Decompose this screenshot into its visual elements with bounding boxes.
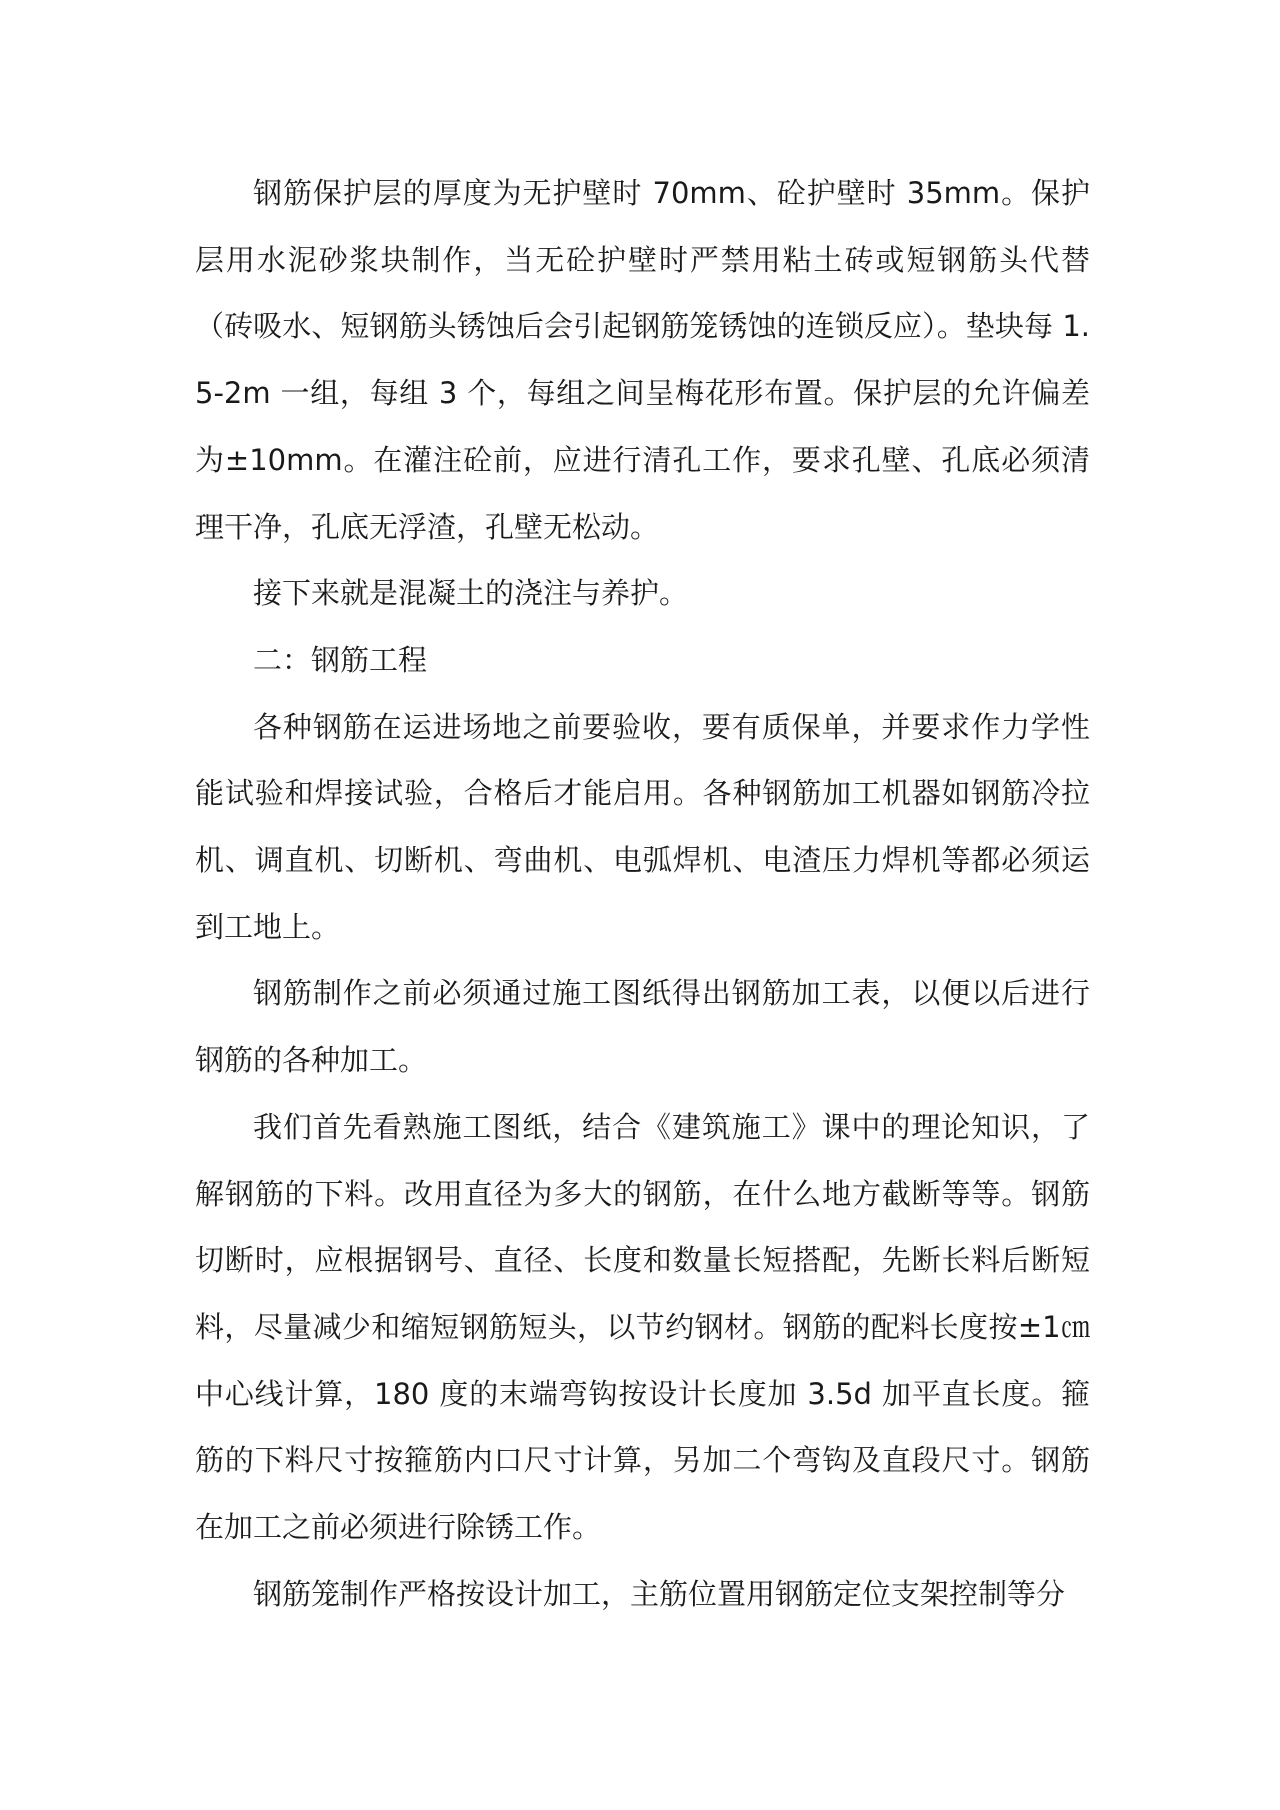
paragraph-concrete-pouring: 接下来就是混凝土的浇注与养护。: [253, 576, 689, 611]
paragraph-rebar-acceptance: 各种钢筋在运进场地之前要验收，要有质保单，并要求作力学性能试验和焊接试验，合格后才能启用。各种钢筋加工机器如钢筋冷拉机、调直机、切断机、弯曲机、电弧焊机、电渣压力焊机等都必须运到工地上。: [195, 709, 1090, 944]
paragraph-rebar-cage: 钢筋笼制作严格按设计加工，主筋位置用钢筋定位支架控制等分: [253, 1576, 1066, 1611]
section-heading-rebar-engineering: 二：钢筋工程: [253, 642, 428, 677]
paragraph-protective-layer: 钢筋保护层的厚度为无护壁时 70mm、砼护壁时 35mm。保护层用水泥砂浆块制作，当无砼护壁时严禁用粘土砖或短钢筋头代替（砖吸水、短钢筋头锈蚀后会引起钢筋笼锈蚀的连锁反应）。垫块每 1.5-2m 一组，每组 3 个，每组之间呈梅花形布置。保护层的允许偏差为±10mm。在灌注砼前，应进行清孔工作，要求孔壁、孔底必须清理干净，孔底无浮渣，孔壁无松动。: [195, 176, 1090, 544]
document-body: [195, 160, 1090, 1627]
paragraph-rebar-schedule: 钢筋制作之前必须通过施工图纸得出钢筋加工表，以便以后进行钢筋的各种加工。: [195, 976, 1090, 1078]
paragraph-rebar-cutting: 我们首先看熟施工图纸，结合《建筑施工》课中的理论知识，了解钢筋的下料。改用直径为多大的钢筋，在什么地方截断等等。钢筋切断时，应根据钢号、直径、长度和数量长短搭配，先断长料后断短料，尽量减少和缩短钢筋短头，以节约钢材。钢筋的配料长度按±1㎝中心线计算，180 度的末端弯钩按设计长度加 3.5d 加平直长度。箍筋的下料尺寸按箍筋内口尺寸计算，另加二个弯钩及直段尺寸。钢筋在加工之前必须进行除锈工作。: [195, 1109, 1090, 1545]
